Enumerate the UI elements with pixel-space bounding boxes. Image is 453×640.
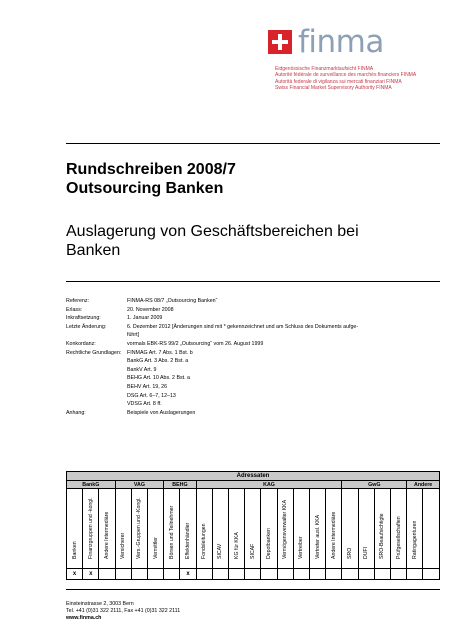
metadata-key: [66, 400, 127, 409]
adressaten-column-label: SICAF: [249, 543, 256, 559]
adressaten-column-label: Börsen und Teilnehmer: [168, 505, 175, 559]
swiss-cross-icon: [268, 30, 292, 54]
adressaten-mark: x: [83, 569, 99, 580]
adressaten-mark: [164, 569, 180, 580]
metadata-key: [66, 331, 127, 340]
adressaten-mark: [310, 569, 326, 580]
adressaten-mark: [358, 569, 374, 580]
adressaten-mark: [293, 569, 309, 580]
adressaten-column: [245, 489, 261, 569]
title-line: Rundschreiben 2008/7: [66, 161, 236, 178]
metadata-row: [66, 306, 437, 315]
document-subtitle: Auslagerung von Geschäftsbereichen bei Banken: [66, 223, 359, 259]
adressaten-column-label: Andere Intermediäre: [330, 511, 337, 559]
adressaten-column: [229, 489, 245, 569]
adressaten-column: [67, 489, 83, 569]
authority-line: Autorité fédérale de surveillance des marchés financiers FINMA: [275, 72, 417, 79]
metadata-value: DSG Art. 6–7, 12–13: [127, 392, 176, 399]
authority-line: Eidgenössische Finanzmarktaufsicht FINMA: [275, 66, 374, 72]
metadata-value: BEHG Art. 10 Abs. 2 Bst. a: [127, 375, 191, 382]
adressaten-mark: [99, 569, 115, 580]
metadata-value: BEHV Art. 19, 26: [127, 383, 168, 390]
adressaten-marks-row: [67, 569, 440, 580]
adressaten-column-label: Banken: [71, 541, 78, 559]
adressaten-mark: [245, 569, 261, 580]
metadata-key: Konkordanz:: [66, 340, 96, 347]
metadata-value: FINMAG Art. 7 Abs. 1 Bst. b: [127, 349, 193, 356]
adressaten-mark: [277, 569, 293, 580]
adressaten-column: [293, 489, 309, 569]
adressaten-column: [115, 489, 131, 569]
metadata-key: Referenz:: [66, 298, 89, 304]
adressaten-mark: [261, 569, 277, 580]
adressaten-group: VAG: [115, 481, 164, 489]
metadata-value: VDSG Art. 8 ff.: [127, 401, 162, 408]
footer: [66, 601, 180, 622]
adressaten-group: BankG: [67, 481, 116, 489]
adressaten-column: [358, 489, 374, 569]
adressaten-column: [164, 489, 180, 569]
adressaten-column: [310, 489, 326, 569]
adressaten-column-label: SRO: [347, 547, 354, 559]
metadata-row: [66, 297, 437, 306]
adressaten-column-label: Versicherer: [120, 532, 127, 559]
adressaten-column: [83, 489, 99, 569]
metadata-row: [66, 357, 437, 366]
footer-address: Einsteinstrasse 2, 3003 Bern: [66, 601, 134, 607]
adressaten-column-label: Vertreiber: [298, 536, 305, 559]
adressaten-column-label: DUFI: [363, 546, 370, 559]
footer-website-link[interactable]: www.finma.ch: [66, 615, 102, 621]
metadata-row: [66, 392, 437, 401]
metadata-block: [66, 297, 437, 417]
metadata-row: [66, 409, 437, 418]
metadata-key: Letzte Änderung:: [66, 323, 107, 330]
adressaten-column: [423, 489, 440, 569]
adressaten-mark: x: [67, 569, 83, 580]
adressaten-mark: [326, 569, 342, 580]
metadata-key: Inkraftsetzung:: [66, 315, 101, 322]
adressaten-column-label: Vermögensverwalter KKA: [282, 499, 289, 559]
metadata-key: [66, 392, 127, 401]
adressaten-group: KAG: [196, 481, 342, 489]
metadata-value: führt]: [127, 332, 140, 339]
adressaten-column-label: Finanzgruppen und -kongl.: [87, 497, 94, 559]
adressaten-column-label: Depotbanken: [266, 528, 273, 559]
adressaten-column: [180, 489, 196, 569]
metadata-key: [66, 366, 127, 375]
adressaten-column-label: Vermittler: [152, 537, 159, 559]
adressaten-column: [374, 489, 390, 569]
metadata-key: Anhang:: [66, 409, 86, 416]
adressaten-column: [196, 489, 212, 569]
metadata-row: [66, 323, 437, 332]
adressaten-column: [391, 489, 407, 569]
adressaten-column-label: Vertreter ausl. KKA: [314, 514, 321, 559]
adressaten-mark: [423, 569, 440, 580]
adressaten-column: [407, 489, 423, 569]
adressaten-groups-row: [67, 481, 440, 489]
adressaten-mark: [212, 569, 228, 580]
adressaten-mark: [131, 569, 147, 580]
metadata-row: [66, 331, 437, 340]
logo-wordmark: finma: [298, 24, 384, 60]
adressaten-column: [277, 489, 293, 569]
adressaten-column: [99, 489, 115, 569]
divider-middle: [66, 281, 440, 282]
divider-bottom: [66, 589, 440, 590]
adressaten-column: [148, 489, 164, 569]
divider-top: [66, 143, 440, 144]
metadata-key: [66, 357, 127, 366]
footer-phone: Tel. +41 (0)31 322 2111, Fax +41 (0)31 322 2111: [66, 608, 181, 614]
authority-line: Swiss Financial Market Supervisory Authority FINMA: [275, 84, 392, 91]
adressaten-mark: [148, 569, 164, 580]
metadata-row: [66, 340, 437, 349]
adressaten-column-label: Ratingagenturen: [411, 520, 418, 559]
metadata-value: 20. November 2008: [127, 306, 174, 313]
metadata-key: [66, 374, 127, 383]
metadata-value: vormals EBK-RS 99/2 „Outsourcing“ vom 26. August 1999: [127, 340, 264, 347]
authority-names: [275, 66, 416, 91]
adressaten-column: [342, 489, 358, 569]
adressaten-group: BEHG: [164, 481, 196, 489]
document-title: [66, 160, 236, 198]
adressaten-column: [261, 489, 277, 569]
metadata-value: Beispiele von Auslagerungen: [127, 409, 196, 416]
adressaten-title: Adressaten: [67, 472, 440, 481]
metadata-row: [66, 366, 437, 375]
adressaten-mark: [115, 569, 131, 580]
metadata-value: FINMA-RS 08/7 „Outsourcing Banken“: [127, 298, 218, 304]
adressaten-columns-row: [67, 489, 440, 569]
adressaten-column-label: Prüfgesellschaften: [395, 516, 402, 559]
metadata-value: 6. Dezember 2012 [Änderungen sind mit * gekennzeichnet und am Schluss des Dokuments aufge-: [127, 323, 359, 330]
adressaten-column: [131, 489, 147, 569]
metadata-value: BankV Art. 9: [127, 366, 157, 373]
metadata-key: Rechtliche Grundlagen:: [66, 349, 122, 356]
metadata-key: [66, 383, 127, 392]
adressaten-column-label: SRO-Beaufsichtigte: [379, 513, 386, 559]
adressaten-column: [212, 489, 228, 569]
adressaten-column-label: Andere Intermediäre: [104, 511, 110, 559]
adressaten-column-label: Effektenhändler: [185, 522, 192, 559]
adressaten-column: [326, 489, 342, 569]
title-line: Outsourcing Banken: [66, 180, 224, 197]
adressaten-mark: [391, 569, 407, 580]
metadata-value: BankG Art. 3 Abs. 2 Bst. a: [127, 358, 189, 365]
adressaten-column-label: SICAV: [217, 543, 224, 559]
adressaten-group: GwG: [342, 481, 407, 489]
metadata-row: [66, 349, 437, 358]
adressaten-column-label: KG für KKA: [233, 532, 240, 559]
adressaten-table: [66, 471, 440, 580]
authority-line: Autorità federale di vigilanza sui mercati finanziari FINMA: [275, 78, 402, 85]
metadata-row: [66, 383, 437, 392]
adressaten-mark: [407, 569, 423, 580]
adressaten-mark: x: [180, 569, 196, 580]
metadata-row: [66, 400, 437, 409]
metadata-row: [66, 374, 437, 383]
adressaten-mark: [342, 569, 358, 580]
metadata-value: 1. Januar 2009: [127, 315, 163, 322]
adressaten-mark: [229, 569, 245, 580]
adressaten-mark: [196, 569, 212, 580]
metadata-row: [66, 314, 437, 323]
metadata-key: Erlass:: [66, 306, 83, 313]
adressaten-mark: [374, 569, 390, 580]
adressaten-column-label: Vers.-Gruppen und -Kongl.: [136, 497, 143, 559]
adressaten-group: Andere: [407, 481, 440, 489]
adressaten-column-label: Fondsleitungen: [201, 523, 208, 559]
